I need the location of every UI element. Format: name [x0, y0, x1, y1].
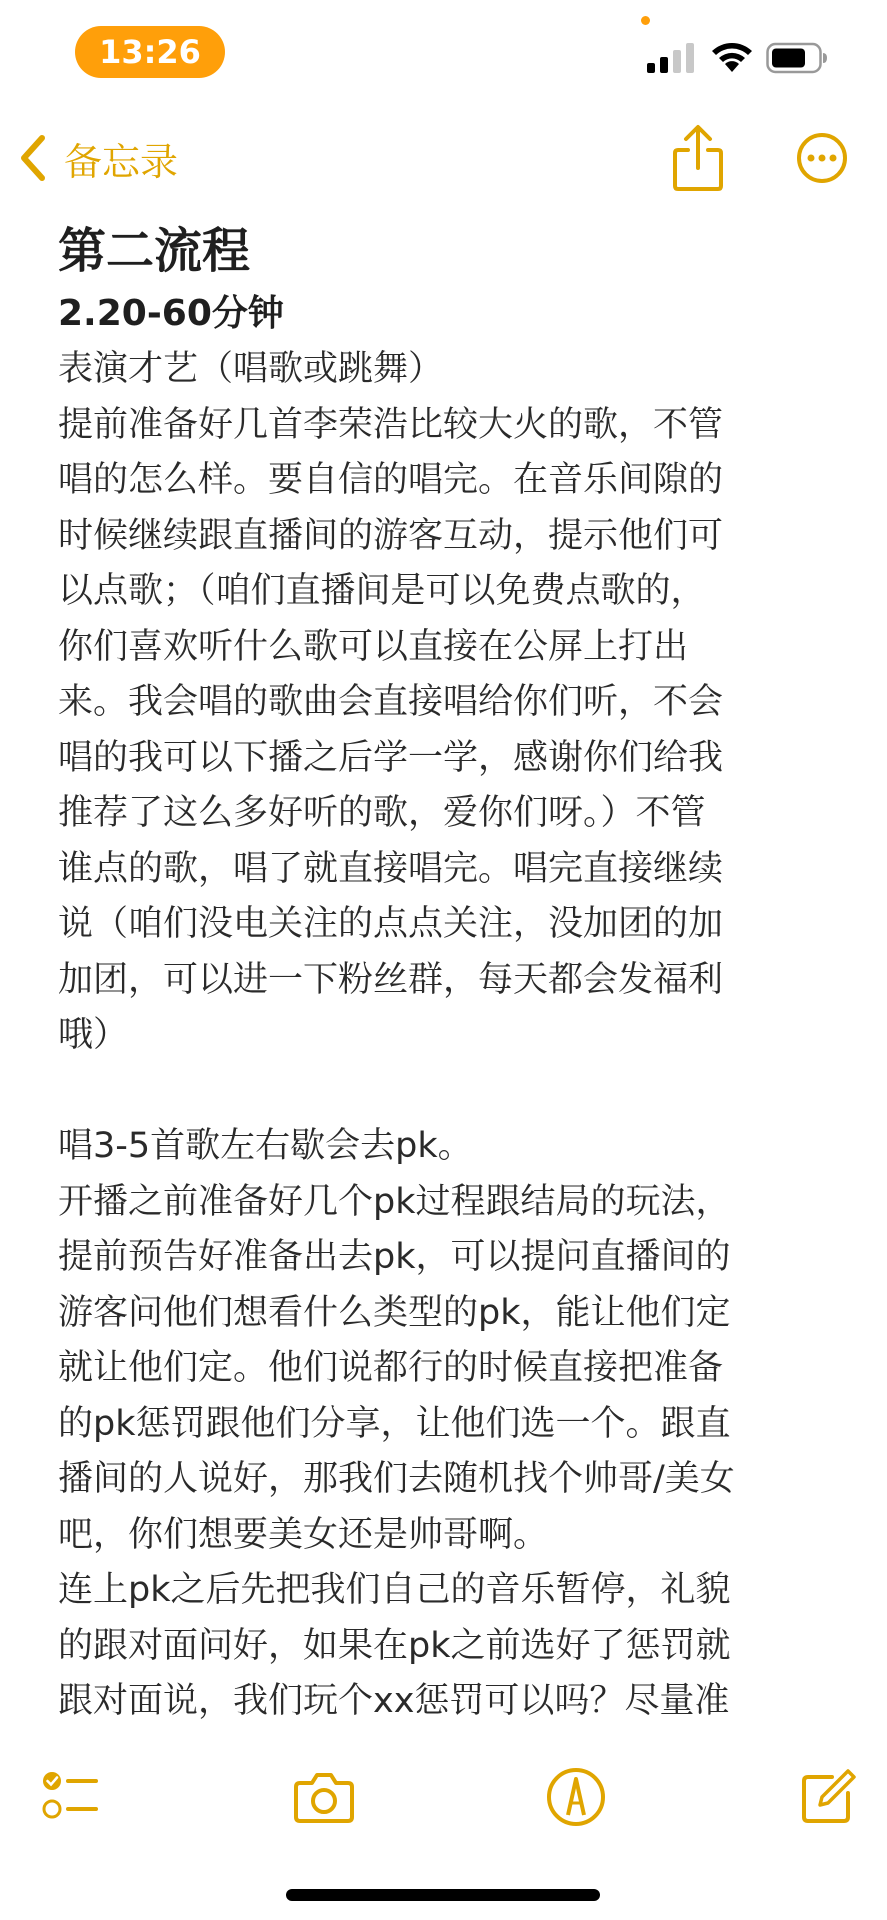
- note-line: 表演才艺（唱歌或跳舞）: [58, 349, 444, 389]
- bottom-toolbar: [0, 1745, 887, 1855]
- note-lines: [58, 342, 848, 1730]
- note-line: 以点歌；（咱们直播间是可以免费点歌的，: [58, 571, 706, 611]
- more-icon[interactable]: [796, 132, 848, 184]
- back-button[interactable]: [18, 130, 178, 186]
- camera-icon[interactable]: [292, 1765, 356, 1829]
- share-icon[interactable]: [672, 124, 724, 192]
- compose-icon[interactable]: [796, 1765, 860, 1829]
- note-blank-line: [58, 1064, 848, 1120]
- note-body[interactable]: [58, 220, 848, 1730]
- note-title: 第二流程: [58, 223, 251, 279]
- checklist-icon[interactable]: [40, 1765, 104, 1829]
- note-line: 播间的人说好，那我们去随机找个帅哥/美女: [58, 1459, 735, 1499]
- back-button-label: 备忘录: [64, 139, 179, 184]
- note-line: 的跟对面问好，如果在pk之前选好了惩罚就: [58, 1625, 731, 1666]
- note-line: 哦）: [58, 1015, 129, 1055]
- privacy-indicator-dot: [641, 16, 650, 25]
- note-line: 说（咱们没电关注的点点关注，没加团的加: [58, 904, 724, 944]
- note-line: 提前准备好几首李荣浩比较大火的歌，不管: [58, 404, 724, 445]
- note-line: 唱3-5首歌左右歇会去pk。: [58, 1126, 473, 1166]
- note-line: 时候继续跟直播间的游客互动，提示他们可: [58, 515, 724, 556]
- signal-icon: [647, 43, 695, 73]
- note-line: 连上pk之后先把我们自己的音乐暂停，礼貌: [58, 1570, 731, 1610]
- home-indicator[interactable]: [286, 1889, 600, 1901]
- wifi-icon: [710, 42, 754, 74]
- note-line: 来。我会唱的歌曲会直接唱给你们听，不会: [58, 682, 724, 722]
- note-line: 跟对面说，我们玩个xx惩罚可以吗？尽量准: [58, 1681, 730, 1721]
- chevron-left-icon: [18, 134, 48, 182]
- note-line: 游客问他们想看什么类型的pk，能让他们定: [58, 1292, 731, 1333]
- note-line: 就让他们定。他们说都行的时候直接把准备: [58, 1348, 724, 1388]
- note-line: 唱的怎么样。要自信的唱完。在音乐间隙的: [58, 460, 724, 500]
- note-line: 推荐了这么多好听的歌，爱你们呀。）不管: [58, 793, 706, 833]
- note-line: 唱的我可以下播之后学一学，感谢你们给我: [58, 737, 724, 778]
- markup-icon[interactable]: [544, 1765, 608, 1829]
- note-line: 吧，你们想要美女还是帅哥啊。: [58, 1514, 549, 1555]
- note-line: 加团，可以进一下粉丝群，每天都会发福利: [58, 959, 724, 1000]
- note-line: 谁点的歌，唱了就直接唱完。唱完直接继续: [58, 848, 724, 889]
- note-subtitle: 2.20-60分钟: [58, 293, 284, 334]
- note-line: 提前预告好准备出去pk，可以提问直播间的: [58, 1237, 731, 1277]
- note-line: 你们喜欢听什么歌可以直接在公屏上打出: [58, 626, 689, 667]
- status-time[interactable]: 13:26: [75, 26, 225, 78]
- battery-icon: [766, 42, 828, 74]
- status-bar: [0, 0, 887, 110]
- navigation-bar: [0, 118, 887, 198]
- note-line: 的pk惩罚跟他们分享，让他们选一个。跟直: [58, 1403, 731, 1444]
- note-line: 开播之前准备好几个pk过程跟结局的玩法，: [58, 1181, 731, 1222]
